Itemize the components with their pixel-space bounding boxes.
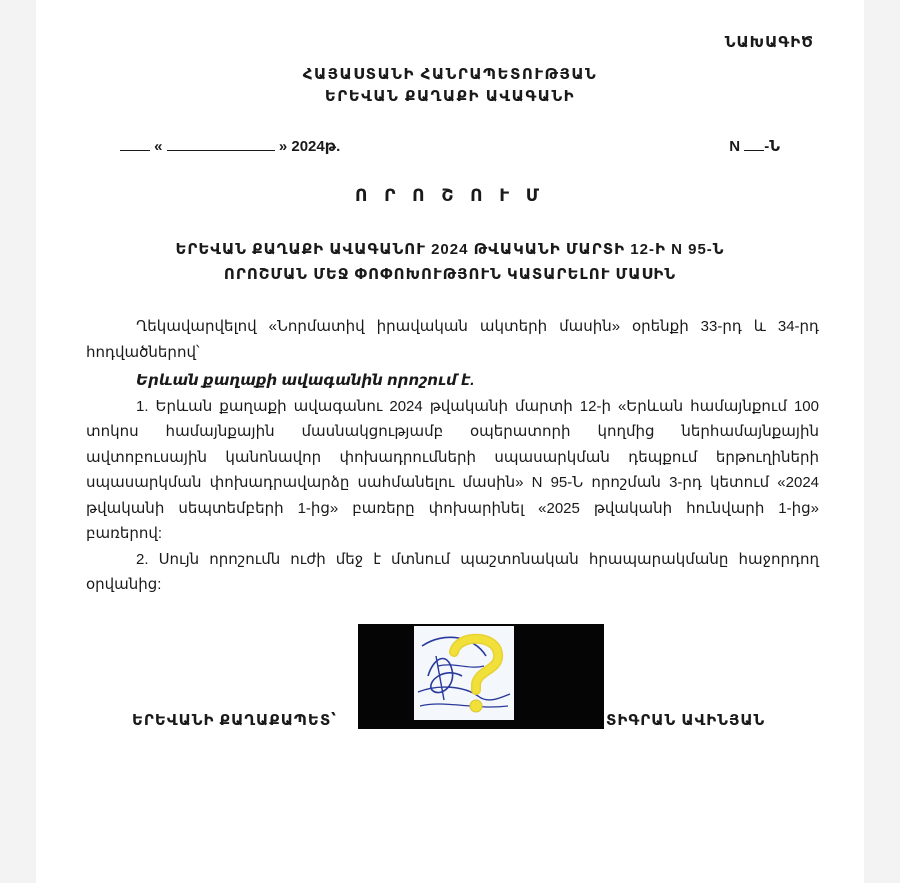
signature-drawing xyxy=(414,626,514,720)
document-body xyxy=(86,314,819,598)
month-blank xyxy=(167,140,275,151)
document-number xyxy=(729,137,780,155)
signature-icon xyxy=(414,626,514,720)
resolves-line: Երևան քաղաքի ավագանին որոշում է. xyxy=(136,372,475,389)
number-blank xyxy=(744,140,764,151)
item-2-paragraph: 2. Սույն որոշումն ուժի մեջ է մտնում պաշտոնական հրապարակմանը հաջորդող օրվանից: xyxy=(86,550,819,593)
republic-name: ՀԱՅԱՍՏԱՆԻ ՀԱՆՐԱՊԵՏՈՒԹՅԱՆ xyxy=(302,66,598,83)
subject-line-2: ՈՐՈՇՄԱՆ ՄԵՋ ՓՈՓՈԽՈՒԹՅՈՒՆ ԿԱՏԱՐԵԼՈՒ ՄԱՍԻՆ xyxy=(223,266,677,283)
preamble-paragraph: Ղեկավարվելով «Նորմատիվ իրավական ակտերի մասին» օրենքի 33-րդ և 34-րդ հոդվածներով՝ xyxy=(86,318,819,361)
day-blank xyxy=(120,140,150,151)
draft-label: ՆԱԽԱԳԻԾ xyxy=(724,34,814,51)
quote-open: « xyxy=(154,138,163,155)
council-name: ԵՐԵՎԱՆ ՔԱՂԱՔԻ ԱՎԱԳԱՆԻ xyxy=(324,88,576,105)
issuing-authority xyxy=(36,64,864,108)
subject-line-1: ԵՐԵՎԱՆ ՔԱՂԱՔԻ ԱՎԱԳԱՆՈՒ 2024 ԹՎԱԿԱՆԻ ՄԱՐՏԻ 12-Ի N 95-Ն xyxy=(175,241,725,258)
quote-close: » xyxy=(278,138,288,155)
mayor-name: ՏԻԳՐԱՆ ԱՎԻՆՅԱՆ xyxy=(606,712,766,729)
item-1-paragraph: 1. Երևան քաղաքի ավագանու 2024 թվականի մարտի 12-ի «Երևան համայնքում 100 տոկոս համայնքային մասնակցությամբ օպերատորի կողմից ներհամայնքային ավտոբուսային կանոնավոր փոխադրումների սպասարկման դեպքում երթուղիների սպասարկման փոխադրավարձը սահմանելու մասին» N 95-Ն որոշման 3-րդ կետում «2024 թվականի սեպտեմբերի 1-ից» բառերը փոխարինել «2025 թվականի հունվարի 1-ից» բառերով: xyxy=(86,397,819,542)
mayor-title: ԵՐԵՎԱՆԻ ՔԱՂԱՔԱՊԵՏ՝ xyxy=(132,712,337,729)
redacted-signature-block xyxy=(358,624,604,729)
number-suffix: -Ն xyxy=(764,138,780,155)
document-page xyxy=(36,0,864,883)
decision-subject xyxy=(36,237,864,287)
number-prefix: N xyxy=(729,138,741,155)
year-text: 2024թ. xyxy=(291,138,341,155)
date-line xyxy=(120,137,340,155)
decision-heading: Ո Ր Ո Շ Ո Ւ Մ xyxy=(354,186,546,205)
